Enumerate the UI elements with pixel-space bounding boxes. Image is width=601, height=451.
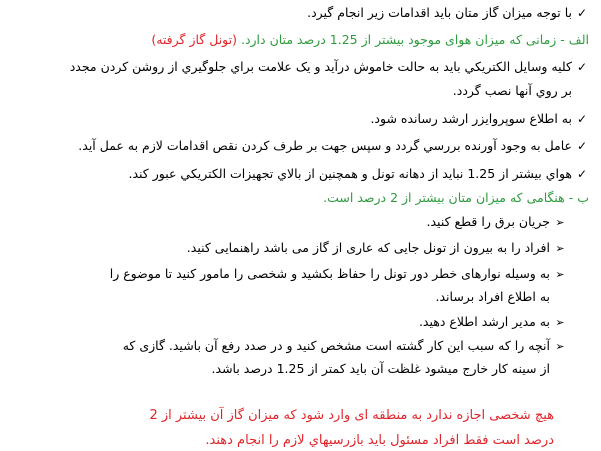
case-a-item-1-line1: كليه وسايل الكتريكي بايد به حالت خاموش درآيد و يک علامت براي جلوگيري از روشن كردن مجدد — [69, 59, 572, 74]
case-b-item-5-line2: از سینه کار خارج میشود غلظت آن باید کمتر از 1.25 درصد باشد. — [211, 361, 550, 376]
case-b-item-3-continuation — [8, 288, 589, 306]
arrowhead-bullet-icon: ➢ — [555, 242, 565, 255]
checkmark-icon: ✓ — [576, 139, 588, 153]
arrowhead-bullet-icon: ➢ — [555, 316, 565, 329]
case-a-item-3-text: عامل به وجود آورنده بررسي گردد و سپس جهت بر طرف كردن نقص اقدامات لازم به عمل آيد. — [78, 138, 572, 153]
intro-text: با توجه میزان گاز متان باید اقدامات زیر انجام گیرد. — [307, 5, 572, 20]
case-b-item-4 — [8, 313, 589, 332]
arrowhead-bullet-icon: ➢ — [555, 268, 565, 281]
case-b-item-1 — [8, 213, 589, 232]
case-b-item-5-line1: آنچه را که سبب این کار گشته است مشخص کنید و در صدد رفع آن باشید. گازی که — [122, 338, 550, 353]
case-b-item-1-text: جریان برق را قطع کنید. — [426, 214, 550, 229]
case-a-item-4-text: هواي بيشتر از 1.25 نبايد از دهانه تونل و همچنين از بالاي تجهيزات الكتريكي عبور كند. — [128, 166, 572, 181]
case-a-item-2 — [8, 110, 589, 128]
arrowhead-bullet-icon: ➢ — [555, 216, 565, 229]
case-b-item-5-continuation — [8, 360, 589, 378]
case-a-item-1-continuation — [8, 82, 589, 100]
case-a-item-1 — [8, 58, 589, 76]
case-b-heading — [8, 189, 589, 207]
checkmark-icon: ✓ — [576, 60, 588, 74]
warning-line-1 — [8, 407, 589, 425]
warning-text-1: هیچ شخصی اجازه ندارد به منطقه ای وارد شود که میزان گاز آن بیشتر از 2 — [149, 408, 554, 423]
case-a-heading-text: الف - زمانی که میزان هوای موجود بیشتر از 1.25 درصد متان دارد. — [240, 32, 589, 47]
case-b-item-3-line2: به اطلاع افراد برساند. — [435, 289, 550, 304]
warning-line-2 — [8, 432, 589, 450]
case-b-heading-text: ب - هنگامی که میزان متان بیشتر از 2 درصد است. — [323, 190, 589, 205]
case-a-heading — [8, 31, 589, 49]
case-a-item-1-line2: بر روي آنها نصب گردد. — [452, 83, 572, 98]
case-a-item-4 — [8, 165, 589, 183]
checkmark-icon: ✓ — [576, 167, 588, 181]
case-a-item-3 — [8, 137, 589, 155]
case-b-item-2 — [8, 239, 589, 258]
intro-line — [8, 4, 589, 22]
warning-text-2: درصد است فقط افراد مسئول باید بازرسیهاي لازم را انجام دهند. — [205, 433, 554, 448]
case-b-item-5 — [8, 337, 589, 356]
case-a-item-2-text: به اطلاع سوپروايزر ارشد رسانده شود. — [370, 111, 572, 126]
checkmark-icon: ✓ — [576, 6, 588, 20]
arrowhead-bullet-icon: ➢ — [555, 340, 565, 353]
case-b-item-3 — [8, 265, 589, 284]
case-a-heading-tag: (تونل گاز گرفته) — [151, 32, 237, 47]
checkmark-icon: ✓ — [576, 112, 588, 126]
case-b-item-3-line1: به وسیله نوارهای خطر دور تونل را حفاظ بکشید و شخصی را مامور کنید تا موضوع را — [109, 266, 550, 281]
case-b-item-4-text: به مدیر ارشد اطلاع دهید. — [418, 314, 550, 329]
case-b-item-2-text: افراد را به بیرون از تونل جایی که عاری از گاز می باشد راهنمایی کنید. — [186, 240, 550, 255]
